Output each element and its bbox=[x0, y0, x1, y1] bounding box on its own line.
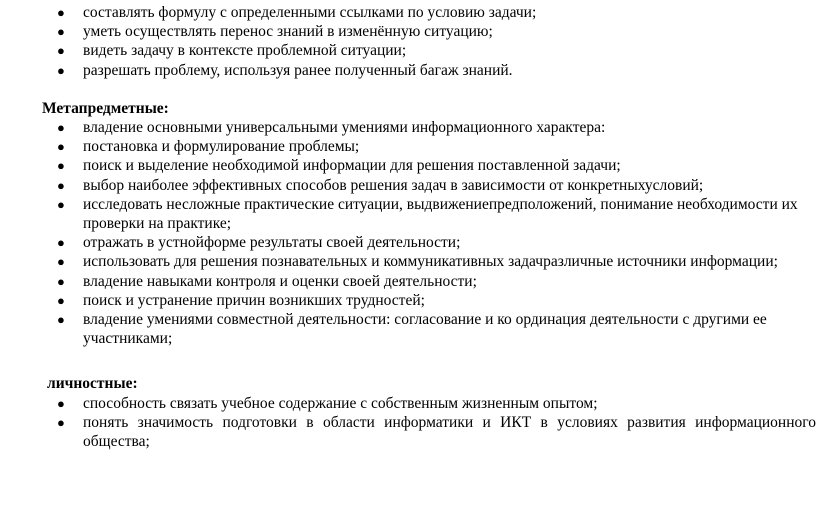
personal-heading: личностные: bbox=[47, 375, 138, 392]
bullet-icon: ● bbox=[57, 120, 65, 135]
bullet-icon: ● bbox=[57, 43, 65, 59]
list-item bbox=[0, 22, 816, 41]
list-item-text: понять значимость подготовки в области информатики и ИКТ в условиях развития информационного общества; bbox=[83, 414, 816, 451]
list-item bbox=[0, 137, 816, 156]
list-item bbox=[0, 195, 816, 233]
list-item-text: поиск и выделение необходимой информации для решения поставленной задачи; bbox=[83, 157, 621, 175]
bullet-icon: ● bbox=[57, 139, 65, 155]
bullet-icon: ● bbox=[57, 254, 65, 270]
list-item bbox=[0, 252, 816, 271]
list-item-text: видеть задачу в контексте проблемной ситуации; bbox=[83, 42, 407, 60]
list-item-text: отражать в устнойформе результаты своей деятельности; bbox=[83, 234, 461, 252]
list-item-text: использовать для решения познавательных и коммуникативных задачразличные источники информации; bbox=[83, 253, 778, 271]
list-item bbox=[0, 291, 816, 310]
bullet-icon: ● bbox=[57, 24, 65, 40]
bullet-icon: ● bbox=[57, 5, 65, 20]
meta-subject-heading: Метапредметные: bbox=[42, 100, 169, 117]
list-item bbox=[0, 118, 816, 137]
list-item bbox=[0, 413, 816, 451]
bullet-icon: ● bbox=[57, 158, 65, 174]
list-item bbox=[0, 3, 816, 22]
list-item bbox=[0, 176, 816, 195]
list-item bbox=[0, 310, 816, 348]
list-item-text: уметь осуществлять перенос знаний в изменённую ситуацию; bbox=[83, 23, 493, 41]
list-item-text: способность связать учебное содержание с собственным жизненным опытом; bbox=[83, 395, 598, 412]
list-item bbox=[0, 394, 816, 413]
meta-subject-list bbox=[0, 118, 816, 348]
bullet-icon: ● bbox=[57, 177, 65, 193]
list-item-text: поиск и устранение причин возникших трудностей; bbox=[83, 291, 425, 309]
list-item-text: составлять формулу с определенными ссылками по условию задачи; bbox=[83, 4, 537, 21]
bullet-icon: ● bbox=[57, 196, 65, 212]
bullet-icon: ● bbox=[57, 292, 65, 308]
list-item-text: владение умениями совместной деятельности: согласование и ко ординация деятельности с другими ее участниками; bbox=[83, 311, 767, 348]
list-item-text: владение основными универсальными умениями информационного характера: bbox=[83, 119, 606, 136]
list-item bbox=[0, 233, 816, 252]
personal-results-list bbox=[0, 394, 816, 452]
list-item-text: постановка и формулирование проблемы; bbox=[83, 138, 360, 156]
list-item bbox=[0, 41, 816, 60]
bullet-icon: ● bbox=[57, 62, 65, 78]
bullet-icon: ● bbox=[57, 312, 65, 328]
subject-results-list bbox=[0, 3, 816, 80]
list-item bbox=[0, 272, 816, 291]
list-item-text: выбор наиболее эффективных способов решения задач в зависимости от конкретныхусловий; bbox=[83, 176, 704, 194]
list-item-text: исследовать несложные практические ситуации, выдвижениепредположений, понимание необходимости их проверки на практике; bbox=[83, 195, 798, 233]
list-item bbox=[0, 61, 816, 80]
bullet-icon: ● bbox=[57, 396, 65, 411]
list-item-text: разрешать проблему, используя ранее полученный багаж знаний. bbox=[83, 61, 513, 79]
bullet-icon: ● bbox=[57, 415, 65, 431]
list-item-text: владение навыками контроля и оценки своей деятельности; bbox=[83, 272, 477, 290]
list-item bbox=[0, 156, 816, 175]
bullet-icon: ● bbox=[57, 273, 65, 289]
bullet-icon: ● bbox=[57, 235, 65, 251]
